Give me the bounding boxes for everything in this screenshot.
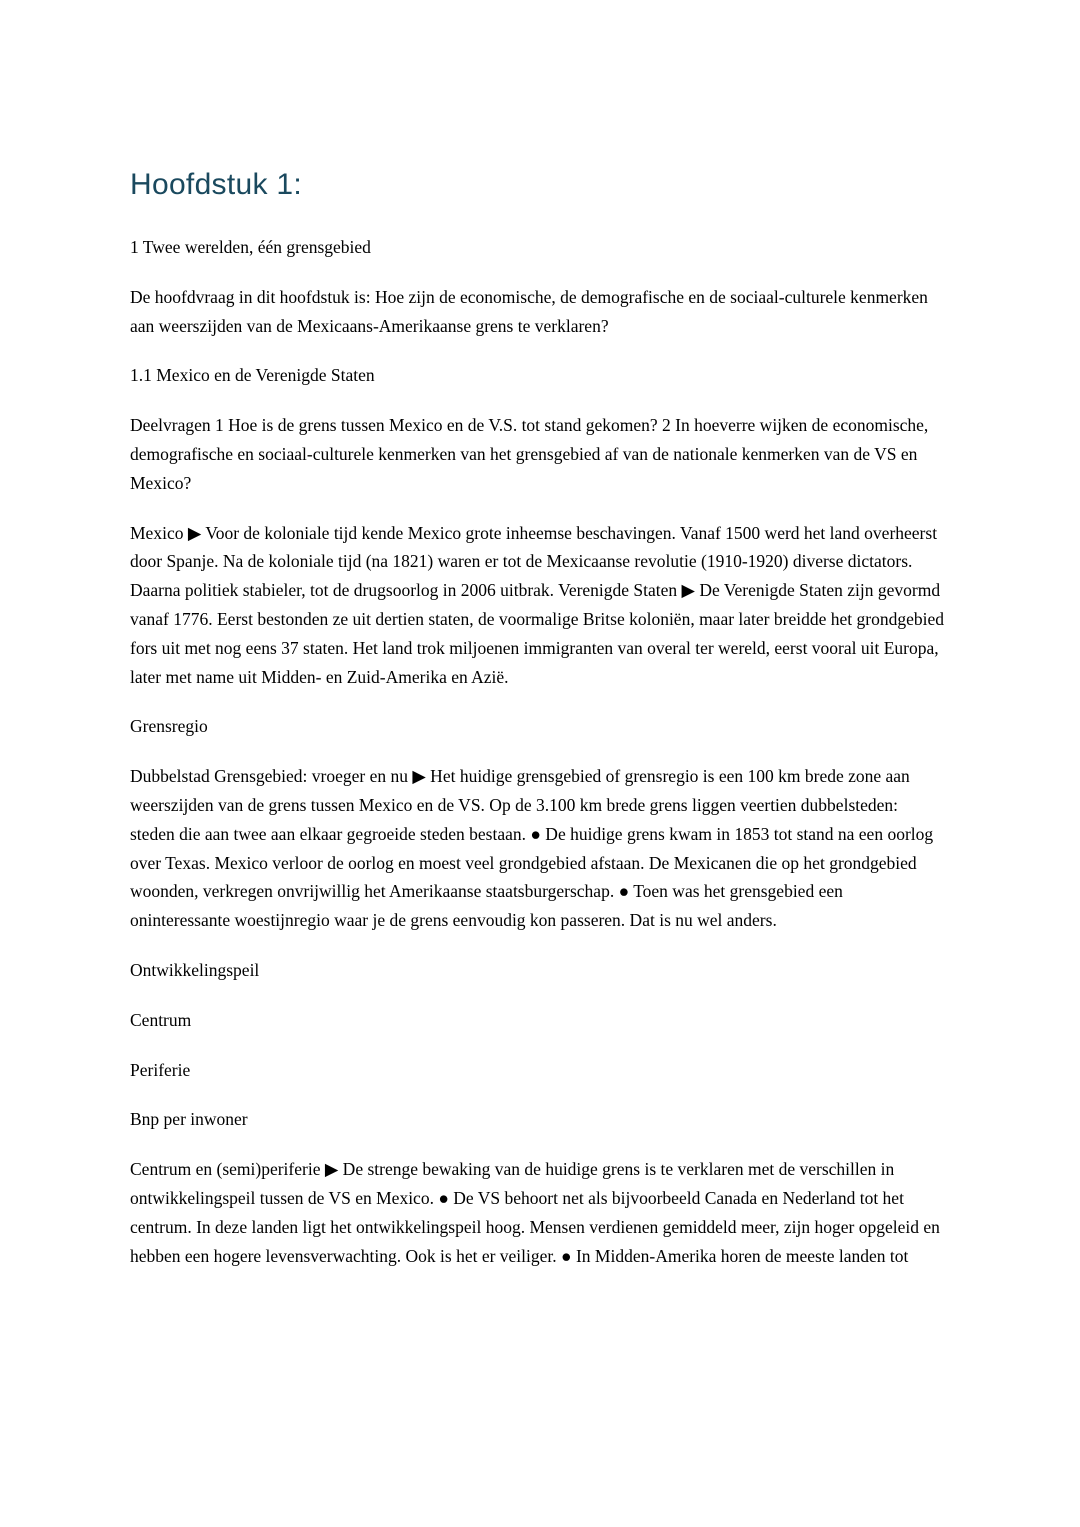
periferie-heading: Periferie <box>130 1059 191 1080</box>
section-1-1-heading: 1.1 Mexico en de Verenigde Staten <box>130 365 375 386</box>
chapter-subtitle-line: 1 Twee werelden, één grensgebied <box>130 237 371 257</box>
document-body <box>130 233 946 1270</box>
centrum-heading: Centrum <box>130 1009 192 1030</box>
subquestions-paragraph: Deelvragen 1 Hoe is de grens tussen Mexico en de V.S. tot stand gekomen? 2 In hoeverre wijken de economische, demografische en sociaal-culturele kenmerken van het grensgebied af van de nationale kenmerken van de VS en Mexico? <box>130 415 929 493</box>
main-question-paragraph: De hoofdvraag in dit hoofdstuk is: Hoe zijn de economische, de demografische en de sociaal-culturele kenmerken aan weerszijden van de Mexicaans-Amerikaanse grens te verklaren? <box>130 286 928 336</box>
chapter-title: Hoofdstuk 1: <box>130 168 303 201</box>
mexico-vs-history-paragraph: Mexico ▶ Voor de koloniale tijd kende Mexico grote inheemse beschavingen. Vanaf 1500 werd het land overheerst door Spanje. Na de koloniale tijd (na 1821) waren er tot de Mexicaanse revolutie (1910-1920) diverse dictators. Daarna politiek stabieler, tot de drugsoorlog in 2006 uitbrak. Verenigde Staten ▶ De Verenigde Staten zijn gevormd vanaf 1776. Eerst bestonden ze uit dertien staten, de voormalige Britse koloniën, maar later breidde het grondgebied fors uit met nog eens 37 staten. Het land trok miljoenen immigranten van overal ter wereld, eerst vooral uit Europa, later met name uit Midden- en Zuid-Amerika en Azië. <box>130 522 944 687</box>
centrum-periferie-paragraph: Centrum en (semi)periferie ▶ De strenge bewaking van de huidige grens is te verklaren met de verschillen in ontwikkelingspeil tussen de VS en Mexico. ● De VS behoort net als bijvoorbeeld Canada en Nederland tot het centrum. In deze landen ligt het ontwikkelingspeil hoog. Mensen verdienen gemiddeld meer, zijn hoger opgeleid en hebben een hogere levensverwachting. Ook is het er veiliger. ● In Midden-Amerika horen de meeste landen tot <box>130 1159 940 1266</box>
border-region-paragraph: Dubbelstad Grensgebied: vroeger en nu ▶ Het huidige grensgebied of grensregio is een 100 km brede zone aan weerszijden van de grens tussen Mexico en de VS. Op de 3.100 km brede grens liggen veertien dubbelsteden: steden die aan twee aan elkaar gegroeide steden bestaan. ● De huidige grens kwam in 1853 tot stand na een oorlog over Texas. Mexico verloor de oorlog en moest veel grondgebied afstaan. De Mexicanen die op het grondgebied woonden, verkregen onvrijwillig het Amerikaanse staatsburgerschap. ● Toen was het grensgebied een oninteressante woestijnregio waar je de grens eenvoudig kon passeren. Dat is nu wel anders. <box>130 766 934 931</box>
grensregio-heading: Grensregio <box>130 716 208 737</box>
ontwikkelingspeil-heading: Ontwikkelingspeil <box>130 959 260 980</box>
bnp-per-inwoner-heading: Bnp per inwoner <box>130 1109 248 1130</box>
